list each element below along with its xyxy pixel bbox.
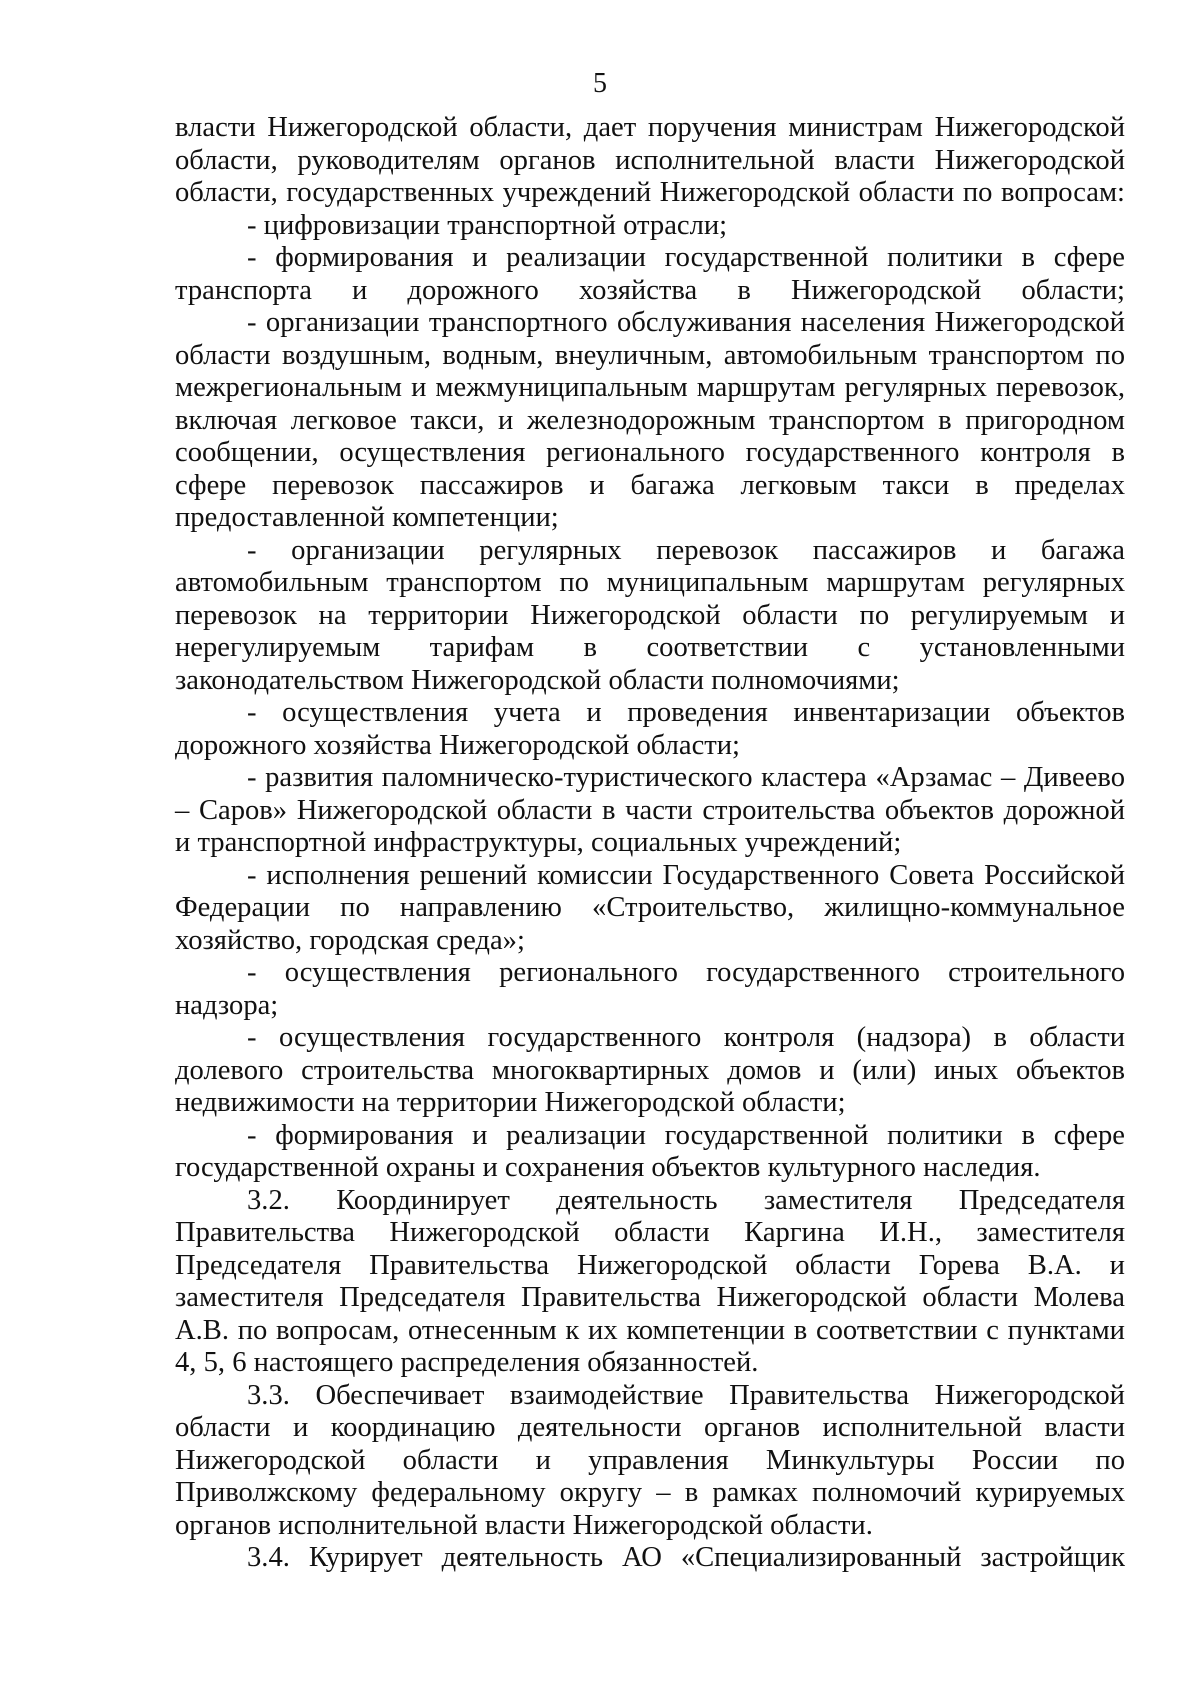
text-line: - осуществления регионального государственного строительного [247, 957, 1125, 988]
paragraph [175, 210, 1125, 243]
text-line: области, руководителям органов исполнительной власти Нижегородской [175, 144, 1125, 176]
paragraph [175, 307, 1125, 535]
paragraph [175, 535, 1125, 698]
text-line: - исполнения решений комиссии Государственного Совета Российской [247, 859, 1125, 891]
text-line: Правительства Нижегородской области Каргина И.Н., заместителя [175, 1217, 1125, 1248]
paragraph [175, 1185, 1125, 1380]
text-line: законодательством Нижегородской области полномочиями; [175, 664, 900, 696]
text-line: долевого строительства многоквартирных домов и (или) иных объектов [175, 1054, 1125, 1086]
paragraph [175, 112, 1125, 210]
text-line: пунктами 4, 5, 6 настоящего распределения обязанностей. [175, 1314, 1125, 1378]
text-line: - осуществления государственного контроля (надзора) в области [247, 1022, 1125, 1053]
text-line: заместителя Председателя Правительства Нижегородской области [175, 1282, 1018, 1313]
document-body [175, 112, 1125, 1575]
text-line: области и координацию деятельности органов исполнительной власти [175, 1412, 1125, 1443]
text-line: перевозок на территории Нижегородской области по регулируемым [175, 599, 1089, 631]
text-line: - организации транспортного обслуживания населения Нижегородской [247, 307, 1125, 338]
paragraph [175, 242, 1125, 307]
page-number: 5 [593, 68, 607, 99]
paragraph [175, 1380, 1125, 1543]
text-line: области воздушным, водным, внеуличным, автомобильным транспортом [175, 339, 1084, 371]
text-line: - цифровизации транспортной отрасли; [247, 209, 728, 241]
text-line: автомобильным транспортом по муниципальным маршрутам регулярных [175, 567, 1125, 598]
text-line: области, государственных учреждений Нижегородской области по вопросам: [175, 177, 1125, 208]
text-line: - организации регулярных перевозок пассажиров и багажа [247, 534, 1125, 566]
text-line: дорожного хозяйства Нижегородской области; [175, 729, 741, 761]
text-line: - формирования и реализации государственной политики в сфере [247, 242, 1125, 273]
text-line: и транспортной инфраструктуры, социальных учреждений; [175, 827, 902, 858]
text-line: - развития паломническо-туристического кластера «Арзамас – Дивеево [247, 762, 1125, 793]
text-line: транспорта и дорожного хозяйства в Нижегородской области; [175, 274, 1125, 306]
text-line: – Саров» Нижегородской области в части строительства объектов дорожной [175, 794, 1125, 826]
text-line: по межрегиональным и межмуниципальным маршрутам регулярных [175, 339, 1125, 403]
text-line: предоставленной компетенции; [175, 502, 559, 533]
text-line: Молева А.В. по вопросам, отнесенным к их компетенции в соответствии с [175, 1282, 1125, 1346]
text-line: - осуществления учета и проведения инвентаризации объектов [247, 697, 1125, 728]
text-line: хозяйство, городская среда»; [175, 924, 525, 956]
text-line: надзора; [175, 989, 279, 1021]
text-line: контроля в сфере перевозок пассажиров и багажа легковым такси в пределах [175, 437, 1125, 501]
paragraph [175, 1542, 1125, 1575]
text-line: Председателя Правительства Нижегородской области Горева В.А. и [175, 1249, 1125, 1281]
text-line: власти Нижегородской области, дает поручения министрам Нижегородской [175, 112, 1125, 143]
text-line: - формирования и реализации государственной политики в сфере [247, 1119, 1125, 1151]
paragraph [175, 860, 1125, 958]
text-line: перевозок, включая легковое такси, и железнодорожным транспортом [175, 372, 1125, 436]
text-line: органов исполнительной власти Нижегородской области. [175, 1509, 873, 1541]
text-line: 3.4. Курирует деятельность АО «Специализированный застройщик [247, 1542, 1125, 1573]
text-line: Приволжскому федеральному округу – в рамках полномочий курируемых [175, 1477, 1125, 1508]
text-line: и нерегулируемым тарифам в соответствии с установленными [175, 599, 1125, 663]
paragraph [175, 762, 1125, 860]
text-line: в пригородном сообщении, осуществления регионального государственного [175, 404, 1125, 468]
text-line: государственной охраны и сохранения объектов культурного наследия. [175, 1152, 1041, 1183]
text-line: Нижегородской области и управления Минкультуры России по [175, 1444, 1125, 1476]
paragraph [175, 697, 1125, 762]
text-line: недвижимости на территории Нижегородской области; [175, 1087, 846, 1118]
text-line: 3.2. Координирует деятельность заместителя Председателя [247, 1184, 1125, 1216]
text-line: Федерации по направлению «Строительство, жилищно-коммунальное [175, 892, 1125, 923]
paragraph [175, 1120, 1125, 1185]
paragraph [175, 1022, 1125, 1120]
paragraph [175, 957, 1125, 1022]
text-line: 3.3. Обеспечивает взаимодействие Правительства Нижегородской [247, 1379, 1125, 1411]
